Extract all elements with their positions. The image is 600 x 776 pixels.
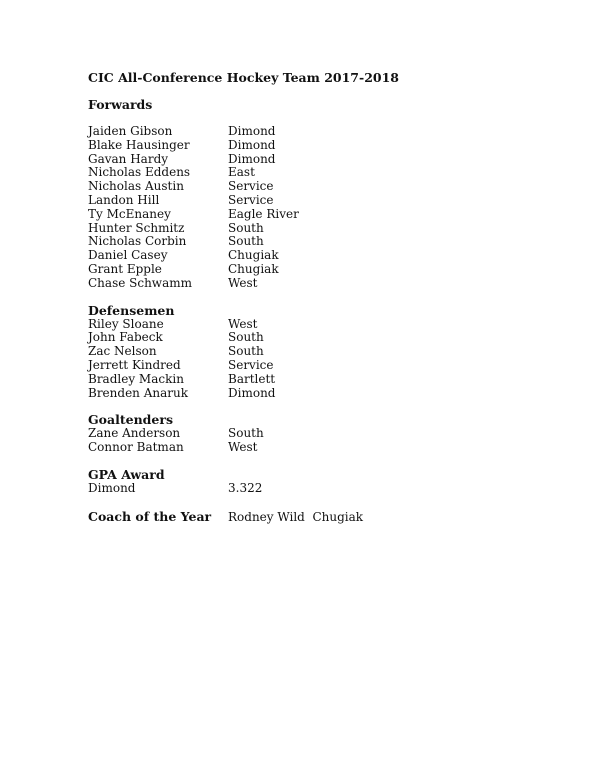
player-school: Service: [228, 179, 274, 194]
player-row: [88, 331, 568, 345]
player-row: [88, 180, 568, 194]
player-name: Jaiden Gibson: [88, 124, 173, 138]
player-school: South: [228, 344, 264, 359]
player-row: [88, 222, 568, 236]
player-name: Daniel Casey: [88, 248, 168, 263]
player-row: [88, 249, 568, 263]
goaltenders-section: [88, 413, 568, 455]
player-name: Zac Nelson: [88, 344, 157, 359]
coach-of-the-year-value: Rodney Wild Chugiak: [228, 509, 364, 524]
forwards-heading: Forwards: [88, 97, 153, 112]
player-school: Dimond: [228, 137, 276, 152]
player-name: Gavan Hardy: [88, 151, 169, 166]
player-name: Ty McEnaney: [88, 206, 171, 221]
player-row: [88, 387, 568, 401]
player-school: Dimond: [228, 151, 276, 166]
gpa-award-heading: GPA Award: [88, 466, 165, 482]
player-row: [88, 166, 568, 180]
coach-of-the-year-label: Coach of the Year: [88, 508, 212, 524]
player-school: South: [228, 220, 264, 235]
player-school: Bartlett: [228, 371, 276, 386]
forwards-list: [88, 125, 568, 291]
coach-of-the-year-row: [88, 510, 568, 524]
player-school: Eagle River: [228, 206, 299, 221]
goaltenders-heading: Goaltenders: [88, 412, 173, 428]
goaltenders-list: [88, 427, 568, 455]
player-row: [88, 139, 568, 153]
defensemen-section: [88, 304, 568, 401]
player-name: Chase Schwamm: [88, 275, 192, 290]
player-name: Zane Anderson: [88, 426, 181, 441]
player-row: [88, 153, 568, 167]
player-name: Nicholas Austin: [88, 179, 184, 194]
player-school: Service: [228, 192, 274, 207]
player-school: South: [228, 426, 264, 441]
player-name: Jerrett Kindred: [88, 357, 181, 372]
player-row: [88, 427, 568, 441]
player-name: Grant Epple: [88, 261, 162, 276]
player-school: West: [228, 275, 258, 290]
player-name: Hunter Schmitz: [88, 220, 185, 235]
gpa-award-row: [88, 482, 568, 496]
player-row: [88, 208, 568, 222]
defensemen-list: [88, 318, 568, 401]
player-name: Connor Batman: [88, 440, 184, 455]
player-school: East: [228, 165, 255, 180]
player-school: West: [228, 316, 258, 331]
player-school: Dimond: [228, 385, 276, 400]
player-name: Brenden Anaruk: [88, 385, 188, 400]
player-row: [88, 235, 568, 249]
player-name: Nicholas Eddens: [88, 165, 191, 180]
player-row: [88, 318, 568, 332]
player-row: [88, 359, 568, 373]
player-school: South: [228, 234, 264, 249]
player-name: Blake Hausinger: [88, 137, 190, 152]
player-school: Dimond: [228, 124, 276, 138]
player-name: Bradley Mackin: [88, 371, 184, 386]
player-school: Service: [228, 357, 274, 372]
defensemen-heading: Defensemen: [88, 302, 175, 318]
player-row: [88, 345, 568, 359]
forwards-section: [88, 98, 568, 291]
player-name: Landon Hill: [88, 192, 160, 207]
player-row: [88, 441, 568, 455]
player-school: West: [228, 440, 258, 455]
player-row: [88, 194, 568, 208]
player-row: [88, 373, 568, 387]
player-name: Riley Sloane: [88, 316, 164, 331]
player-row: [88, 263, 568, 277]
gpa-award-section: [88, 468, 568, 496]
page-title: CIC All-Conference Hockey Team 2017-2018: [88, 70, 399, 85]
gpa-award-value: 3.322: [228, 480, 263, 495]
player-school: Chugiak: [228, 248, 279, 263]
player-name: John Fabeck: [88, 330, 163, 345]
player-school: South: [228, 330, 264, 345]
player-name: Nicholas Corbin: [88, 234, 187, 249]
player-row: [88, 277, 568, 291]
player-school: Chugiak: [228, 261, 279, 276]
gpa-award-school: Dimond: [88, 480, 136, 495]
document-body: [88, 70, 568, 524]
player-row: [88, 125, 568, 139]
